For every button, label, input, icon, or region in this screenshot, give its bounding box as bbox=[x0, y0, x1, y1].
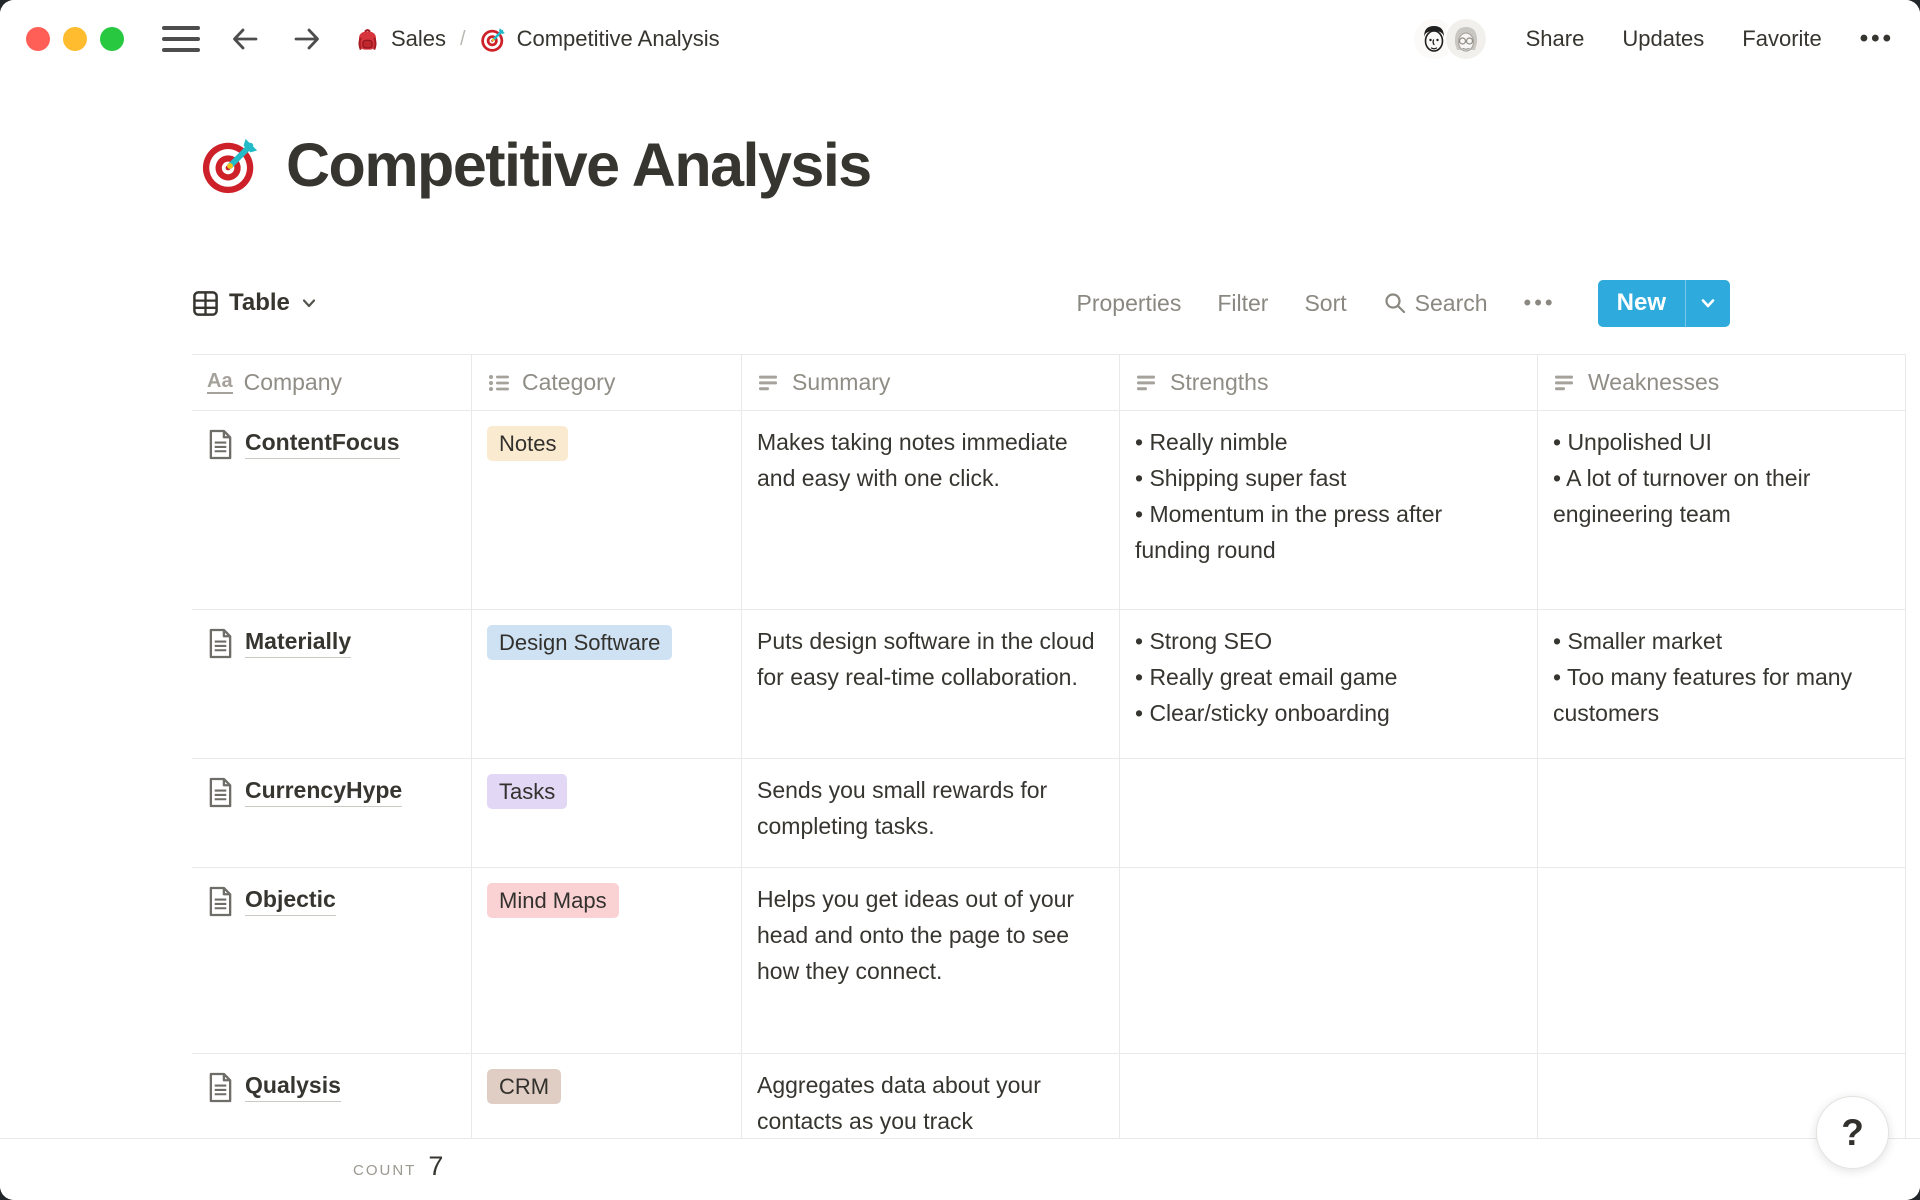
summary-text: Puts design software in the cloud for easy real-time collaboration. bbox=[757, 628, 1095, 690]
close-window-button[interactable] bbox=[26, 27, 50, 51]
table-footer-bar bbox=[0, 1138, 1920, 1200]
forward-arrow-icon[interactable] bbox=[290, 22, 324, 56]
title-property-icon: Aa bbox=[207, 370, 233, 392]
category-cell[interactable] bbox=[472, 759, 742, 867]
company-cell[interactable] bbox=[192, 759, 472, 867]
zoom-window-button[interactable] bbox=[100, 27, 124, 51]
summary-text: Makes taking notes immediate and easy with one click. bbox=[757, 429, 1068, 491]
column-header-category[interactable] bbox=[472, 355, 742, 410]
filter-button[interactable]: Filter bbox=[1217, 289, 1269, 316]
bullet-item: • Smaller market bbox=[1553, 628, 1723, 654]
top-bar bbox=[0, 0, 1920, 78]
category-cell[interactable] bbox=[472, 868, 742, 1053]
column-label: Category bbox=[522, 369, 616, 395]
breadcrumb-workspace-label: Sales bbox=[391, 26, 447, 51]
help-button[interactable] bbox=[1816, 1096, 1889, 1169]
strengths-cell[interactable] bbox=[1120, 759, 1538, 867]
new-button[interactable] bbox=[1598, 280, 1730, 327]
page-icon bbox=[207, 777, 234, 808]
category-tag: Design Software bbox=[487, 625, 672, 660]
breadcrumb-workspace[interactable] bbox=[354, 26, 446, 53]
more-options-icon[interactable]: ••• bbox=[1859, 25, 1894, 52]
target-icon[interactable] bbox=[200, 134, 262, 196]
column-label: Strengths bbox=[1170, 369, 1269, 395]
table-grid-icon bbox=[192, 290, 219, 317]
strengths-cell[interactable] bbox=[1120, 411, 1538, 609]
column-label: Weaknesses bbox=[1588, 369, 1720, 395]
column-label: Company bbox=[243, 369, 343, 395]
view-label: Table bbox=[229, 289, 290, 316]
question-mark-icon: ? bbox=[1841, 1111, 1864, 1153]
back-arrow-icon[interactable] bbox=[228, 22, 262, 56]
company-page-link[interactable]: Materially bbox=[245, 626, 351, 658]
category-tag: Tasks bbox=[487, 774, 567, 809]
bullet-item: • Really nimble bbox=[1135, 429, 1288, 455]
text-property-icon bbox=[1135, 371, 1159, 395]
summary-cell[interactable] bbox=[742, 759, 1120, 867]
target-icon bbox=[480, 26, 507, 53]
company-cell[interactable] bbox=[192, 868, 472, 1053]
page-icon bbox=[207, 886, 234, 917]
table-view-switcher[interactable] bbox=[192, 289, 318, 317]
database-table bbox=[192, 354, 1906, 1153]
category-cell[interactable] bbox=[472, 610, 742, 758]
table-row bbox=[192, 411, 1906, 610]
bullet-item: • Strong SEO bbox=[1135, 628, 1273, 654]
sort-button[interactable]: Sort bbox=[1304, 289, 1347, 316]
breadcrumb-page[interactable] bbox=[480, 26, 720, 53]
search-icon bbox=[1383, 291, 1407, 315]
breadcrumb bbox=[354, 26, 720, 53]
table-row bbox=[192, 868, 1906, 1054]
text-property-icon bbox=[757, 371, 781, 395]
weaknesses-cell[interactable] bbox=[1538, 759, 1906, 867]
avatar[interactable] bbox=[1444, 17, 1488, 61]
company-page-link[interactable]: Objectic bbox=[245, 884, 336, 916]
strengths-cell[interactable] bbox=[1120, 610, 1538, 758]
category-tag: CRM bbox=[487, 1069, 561, 1104]
toolbar-actions bbox=[1077, 280, 1730, 327]
weaknesses-cell[interactable] bbox=[1538, 868, 1906, 1053]
page-icon bbox=[207, 1072, 234, 1103]
minimize-window-button[interactable] bbox=[63, 27, 87, 51]
summary-text: Sends you small rewards for completing tasks. bbox=[757, 777, 1048, 839]
sidebar-menu-icon[interactable] bbox=[162, 26, 200, 52]
share-button[interactable]: Share bbox=[1525, 26, 1585, 51]
summary-cell[interactable] bbox=[742, 411, 1120, 609]
table-header-row bbox=[192, 354, 1906, 411]
page-title[interactable]: Competitive Analysis bbox=[286, 131, 871, 199]
weaknesses-cell[interactable] bbox=[1538, 610, 1906, 758]
page-icon bbox=[207, 429, 234, 460]
breadcrumb-separator: / bbox=[460, 27, 466, 50]
updates-button[interactable]: Updates bbox=[1622, 26, 1705, 51]
bullet-item: • Momentum in the press after funding round bbox=[1135, 501, 1443, 563]
chevron-down-icon bbox=[300, 294, 318, 312]
summary-cell[interactable] bbox=[742, 610, 1120, 758]
column-header-company[interactable] bbox=[192, 355, 472, 410]
count-value: 7 bbox=[428, 1151, 444, 1181]
top-right-actions bbox=[1412, 17, 1894, 61]
backpack-icon bbox=[354, 26, 381, 53]
column-header-weaknesses[interactable] bbox=[1538, 355, 1906, 410]
category-tag: Notes bbox=[487, 426, 568, 461]
select-property-icon bbox=[487, 371, 511, 395]
summary-text: Aggregates data about your contacts as you track bbox=[757, 1072, 1041, 1134]
strengths-cell[interactable] bbox=[1120, 868, 1538, 1053]
search-button[interactable] bbox=[1383, 290, 1488, 317]
company-page-link[interactable]: Qualysis bbox=[245, 1070, 341, 1102]
company-cell[interactable] bbox=[192, 411, 472, 609]
bullet-item: • Too many features for many customers bbox=[1553, 664, 1853, 726]
table-row bbox=[192, 759, 1906, 868]
bullet-item: • Clear/sticky onboarding bbox=[1135, 700, 1390, 726]
weaknesses-cell[interactable] bbox=[1538, 411, 1906, 609]
bullet-item: • Unpolished UI bbox=[1553, 429, 1712, 455]
view-more-options-icon[interactable]: ••• bbox=[1523, 290, 1556, 315]
favorite-button[interactable]: Favorite bbox=[1742, 26, 1822, 51]
column-header-summary[interactable] bbox=[742, 355, 1120, 410]
table-row bbox=[192, 610, 1906, 759]
new-dropdown-button[interactable] bbox=[1686, 280, 1730, 327]
company-page-link[interactable]: ContentFocus bbox=[245, 427, 400, 459]
page-icon bbox=[207, 628, 234, 659]
category-tag: Mind Maps bbox=[487, 883, 619, 918]
company-page-link[interactable]: CurrencyHype bbox=[245, 775, 402, 807]
bullet-item: • Really great email game bbox=[1135, 664, 1398, 690]
column-header-strengths[interactable] bbox=[1120, 355, 1538, 410]
traffic-lights bbox=[26, 27, 124, 51]
table-body bbox=[192, 411, 1906, 1153]
category-cell[interactable] bbox=[472, 411, 742, 609]
count-label: COUNT bbox=[353, 1162, 417, 1179]
column-label: Summary bbox=[792, 369, 891, 395]
summary-text: Helps you get ideas out of your head and onto the page to see how they connect. bbox=[757, 886, 1075, 984]
summary-cell[interactable] bbox=[742, 868, 1120, 1053]
text-property-icon bbox=[1553, 371, 1577, 395]
search-label: Search bbox=[1414, 289, 1488, 316]
company-cell[interactable] bbox=[192, 610, 472, 758]
bullet-item: • A lot of turnover on their engineering team bbox=[1553, 465, 1811, 527]
view-toolbar bbox=[192, 276, 1730, 330]
page-header bbox=[200, 130, 871, 200]
count-calculation[interactable] bbox=[353, 1151, 443, 1182]
properties-button[interactable]: Properties bbox=[1076, 289, 1182, 316]
new-button-label: New bbox=[1616, 289, 1666, 316]
breadcrumb-page-label: Competitive Analysis bbox=[516, 26, 720, 51]
bullet-item: • Shipping super fast bbox=[1135, 465, 1347, 491]
collaborator-avatars bbox=[1412, 17, 1488, 61]
